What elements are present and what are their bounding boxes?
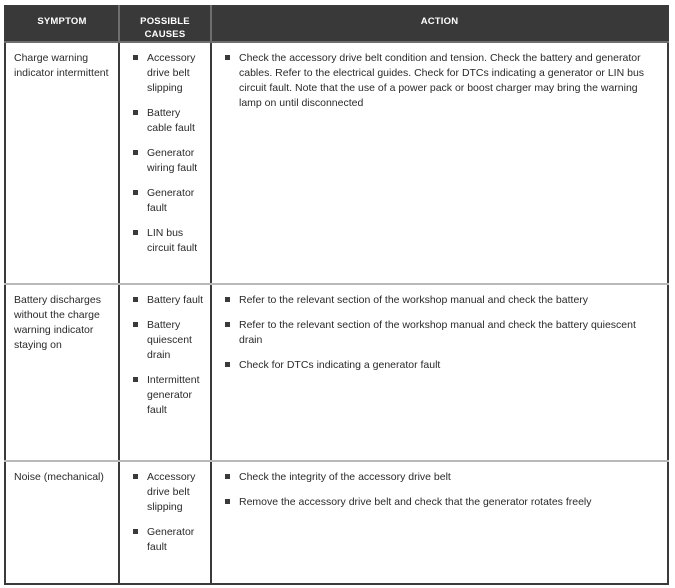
square-bullet-icon bbox=[225, 297, 230, 302]
causes-list bbox=[120, 43, 210, 256]
action-item bbox=[212, 358, 667, 373]
header-possible-causes: POSSIBLE CAUSES bbox=[119, 6, 211, 42]
square-bullet-icon bbox=[133, 377, 138, 382]
square-bullet-icon bbox=[133, 297, 138, 302]
action-text: Refer to the relevant section of the workshop manual and check the battery quiescent drain bbox=[239, 319, 636, 347]
action-item bbox=[212, 51, 667, 111]
symptom-cell bbox=[5, 42, 119, 284]
square-bullet-icon bbox=[225, 474, 230, 479]
table-row bbox=[5, 461, 668, 584]
cause-item bbox=[120, 146, 210, 176]
causes-cell bbox=[119, 42, 211, 284]
cause-text: Generator fault bbox=[147, 187, 195, 214]
square-bullet-icon bbox=[133, 190, 138, 195]
header-symptom: SYMPTOM bbox=[5, 6, 119, 42]
square-bullet-icon bbox=[133, 110, 138, 115]
square-bullet-icon bbox=[133, 529, 138, 534]
action-text: Remove the accessory drive belt and check that the generator rotates freely bbox=[239, 496, 592, 509]
symptom-text: Battery discharges without the charge warning indicator staying on bbox=[14, 294, 101, 352]
cause-item bbox=[120, 318, 210, 363]
causes-list bbox=[120, 462, 210, 555]
actions-list bbox=[212, 285, 667, 373]
causes-list bbox=[120, 285, 210, 418]
action-cell bbox=[211, 42, 668, 284]
header-action: ACTION bbox=[211, 6, 668, 42]
causes-cell bbox=[119, 461, 211, 584]
actions-list bbox=[212, 462, 667, 510]
symptom-cell bbox=[5, 461, 119, 584]
action-item bbox=[212, 318, 667, 348]
square-bullet-icon bbox=[133, 150, 138, 155]
cause-item bbox=[120, 186, 210, 216]
action-text: Check the integrity of the accessory drive belt bbox=[239, 471, 451, 484]
header-row bbox=[5, 6, 668, 42]
cause-text: Generator wiring fault bbox=[147, 147, 198, 174]
action-text: Check the accessory drive belt condition and tension. Check the battery and generator cables. Refer to the electrical guides. Check for DTCs indicating a generator or LIN bus circuit fault. Note that the use of a power pack or boost charger may bring the warning lamp on until disconnected bbox=[239, 52, 645, 109]
action-item bbox=[212, 293, 667, 308]
actions-list bbox=[212, 43, 667, 111]
action-text: Check for DTCs indicating a generator fault bbox=[239, 359, 441, 372]
cause-text: Battery quiescent drain bbox=[147, 319, 192, 362]
cause-item bbox=[120, 470, 210, 515]
table-header bbox=[5, 6, 668, 42]
symptom-text: Noise (mechanical) bbox=[14, 471, 104, 484]
cause-text: Accessory drive belt slipping bbox=[147, 52, 196, 94]
square-bullet-icon bbox=[225, 499, 230, 504]
square-bullet-icon bbox=[133, 322, 138, 327]
action-cell bbox=[211, 461, 668, 584]
cause-text: Accessory drive belt slipping bbox=[147, 471, 196, 514]
square-bullet-icon bbox=[225, 362, 230, 367]
square-bullet-icon bbox=[225, 322, 230, 327]
action-text: Refer to the relevant section of the workshop manual and check the battery bbox=[239, 294, 589, 307]
cause-text: Generator fault bbox=[147, 526, 195, 554]
cause-text: Battery cable fault bbox=[147, 107, 195, 134]
symptom-cell bbox=[5, 284, 119, 461]
diagnostic-table bbox=[4, 5, 669, 585]
symptom-text: Charge warning indicator intermittent bbox=[14, 52, 109, 79]
square-bullet-icon bbox=[133, 55, 138, 60]
cause-item bbox=[120, 226, 210, 256]
square-bullet-icon bbox=[133, 474, 138, 479]
table-row bbox=[5, 42, 668, 284]
cause-text: Battery fault bbox=[147, 294, 204, 307]
cause-text: LIN bus circuit fault bbox=[147, 227, 198, 254]
cause-item bbox=[120, 293, 210, 308]
cause-item bbox=[120, 525, 210, 555]
cause-item bbox=[120, 373, 210, 418]
action-item bbox=[212, 470, 667, 485]
cause-item bbox=[120, 106, 210, 136]
causes-cell bbox=[119, 284, 211, 461]
cause-text: Intermittent generator fault bbox=[147, 374, 200, 417]
action-cell bbox=[211, 284, 668, 461]
square-bullet-icon bbox=[225, 55, 230, 60]
action-item bbox=[212, 495, 667, 510]
cause-item bbox=[120, 51, 210, 96]
table-row bbox=[5, 284, 668, 461]
square-bullet-icon bbox=[133, 230, 138, 235]
